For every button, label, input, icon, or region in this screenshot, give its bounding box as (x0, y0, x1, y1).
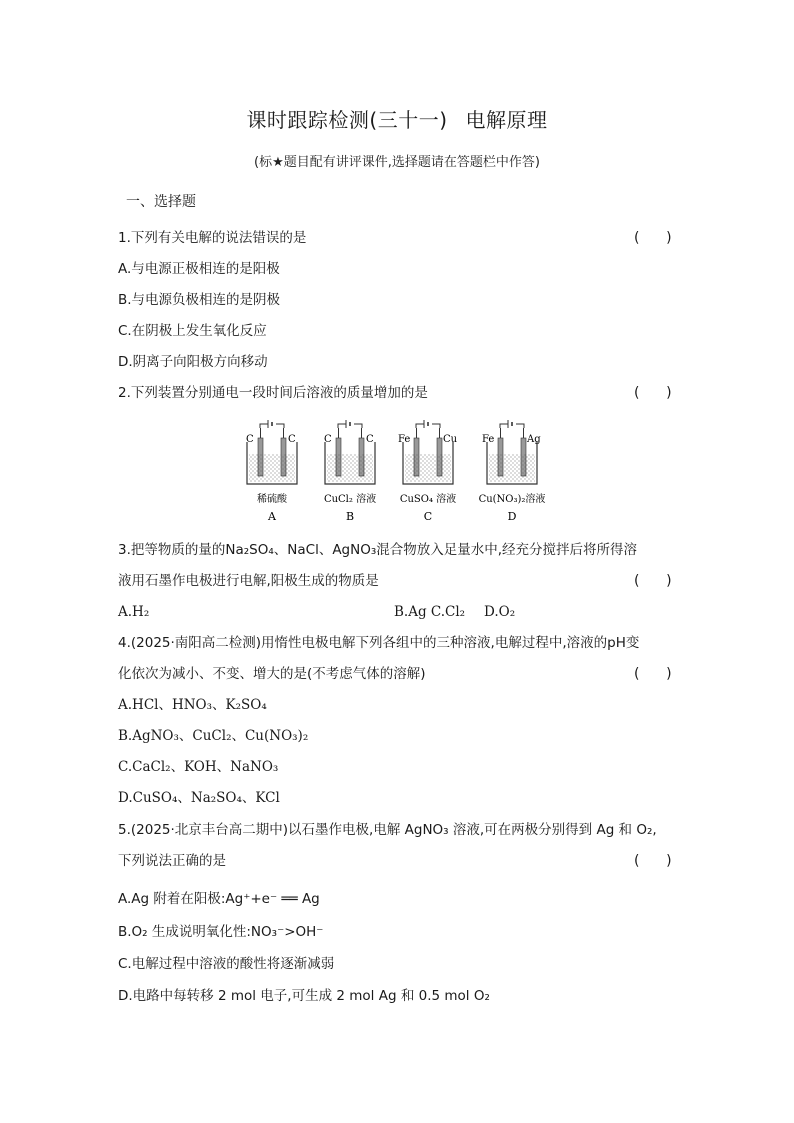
cell-a-right-electrode: C (288, 434, 296, 445)
q5-stem-line2: 下列说法正确的是 (118, 853, 226, 869)
cell-b-solution: CuCl₂ 溶液 (323, 494, 377, 505)
q3-stem-line2: 液用石墨作电极进行电解,阳极生成的物质是 (118, 573, 379, 589)
q1-option-d: D.阴离子向阳极方向移动 (118, 354, 268, 370)
q1-option-a: A.与电源正极相连的是阳极 (118, 261, 280, 277)
q5-option-a: A.Ag 附着在阳极:Ag⁺+e⁻ ══ Ag (118, 891, 320, 907)
q4-option-c: C.CaCl₂、KOH、NaNO₃ (118, 759, 279, 775)
q4-option-b: B.AgNO₃、CuCl₂、Cu(NO₃)₂ (118, 728, 309, 744)
q3-option-a: A.H₂ (118, 604, 150, 620)
q4-answer-blank: ( ) (634, 666, 672, 682)
cell-c-letter: C (423, 510, 433, 523)
cell-d-right-electrode: Ag (527, 434, 541, 445)
q1-stem: 1.下列有关电解的说法错误的是 (118, 230, 307, 246)
q4-stem-line1: 4.(2025·南阳高二检测)用惰性电极电解下列各组中的三种溶液,电解过程中,溶液的pH变 (118, 635, 640, 651)
section-heading: 一、选择题 (126, 194, 196, 210)
cell-a-letter: A (268, 510, 276, 523)
q2-answer-blank: ( ) (634, 385, 672, 401)
cell-a-left-electrode: C (246, 434, 254, 445)
q5-stem-line1: 5.(2025·北京丰台高二期中)以石墨作电极,电解 AgNO₃ 溶液,可在两极分别得到 Ag 和 O₂, (118, 822, 657, 838)
q5-option-c: C.电解过程中溶液的酸性将逐渐减弱 (118, 956, 335, 972)
cell-c (398, 420, 458, 523)
cell-b-letter: B (345, 510, 355, 523)
q5-option-d: D.电路中每转移 2 mol 电子,可生成 2 mol Ag 和 0.5 mol O₂ (118, 988, 490, 1004)
q1-answer-blank: ( ) (634, 230, 672, 246)
cell-c-solution: CuSO₄ 溶液 (399, 494, 457, 505)
title-topic: 电解原理 (465, 108, 548, 132)
q5-option-b: B.O₂ 生成说明氧化性:NO₃⁻>OH⁻ (118, 924, 324, 940)
cell-a-solution: 稀硫酸 (257, 494, 287, 505)
page-subtitle: (标★题目配有讲评课件,选择题请在答题栏中作答) (254, 155, 540, 170)
page-title (0, 104, 794, 133)
cell-d (479, 420, 546, 523)
q3-option-d: D.O₂ (484, 604, 516, 620)
cell-b-left-electrode: C (324, 434, 332, 445)
q4-stem-line2: 化依次为减小、不变、增大的是(不考虑气体的溶解) (118, 666, 426, 682)
cell-b-right-electrode: C (366, 434, 374, 445)
q1-option-c: C.在阴极上发生氧化反应 (118, 323, 267, 339)
cell-a (246, 420, 297, 523)
q5-answer-blank: ( ) (634, 853, 672, 869)
cell-d-letter: D (507, 510, 517, 523)
q3-option-bc: B.Ag C.Cl₂ (394, 604, 466, 620)
cell-d-left-electrode: Fe (482, 434, 495, 445)
cell-d-solution: Cu(NO₃)₂溶液 (478, 494, 546, 505)
q3-stem-line1: 3.把等物质的量的Na₂SO₄、NaCl、AgNO₃混合物放入足量水中,经充分搅拌后将所得溶 (118, 542, 638, 558)
title-main: 课时跟踪检测(三十一) (246, 108, 448, 132)
q1-option-b: B.与电源负极相连的是阴极 (118, 292, 281, 308)
cell-c-left-electrode: Fe (398, 434, 411, 445)
q4-option-a: A.HCl、HNO₃、K₂SO₄ (118, 697, 267, 713)
q4-option-d: D.CuSO₄、Na₂SO₄、KCl (118, 790, 280, 806)
electrolysis-figure (236, 420, 566, 528)
q3-answer-blank: ( ) (634, 573, 672, 589)
cell-b (324, 420, 376, 523)
q2-stem: 2.下列装置分别通电一段时间后溶液的质量增加的是 (118, 385, 428, 401)
cell-c-right-electrode: Cu (443, 434, 458, 445)
